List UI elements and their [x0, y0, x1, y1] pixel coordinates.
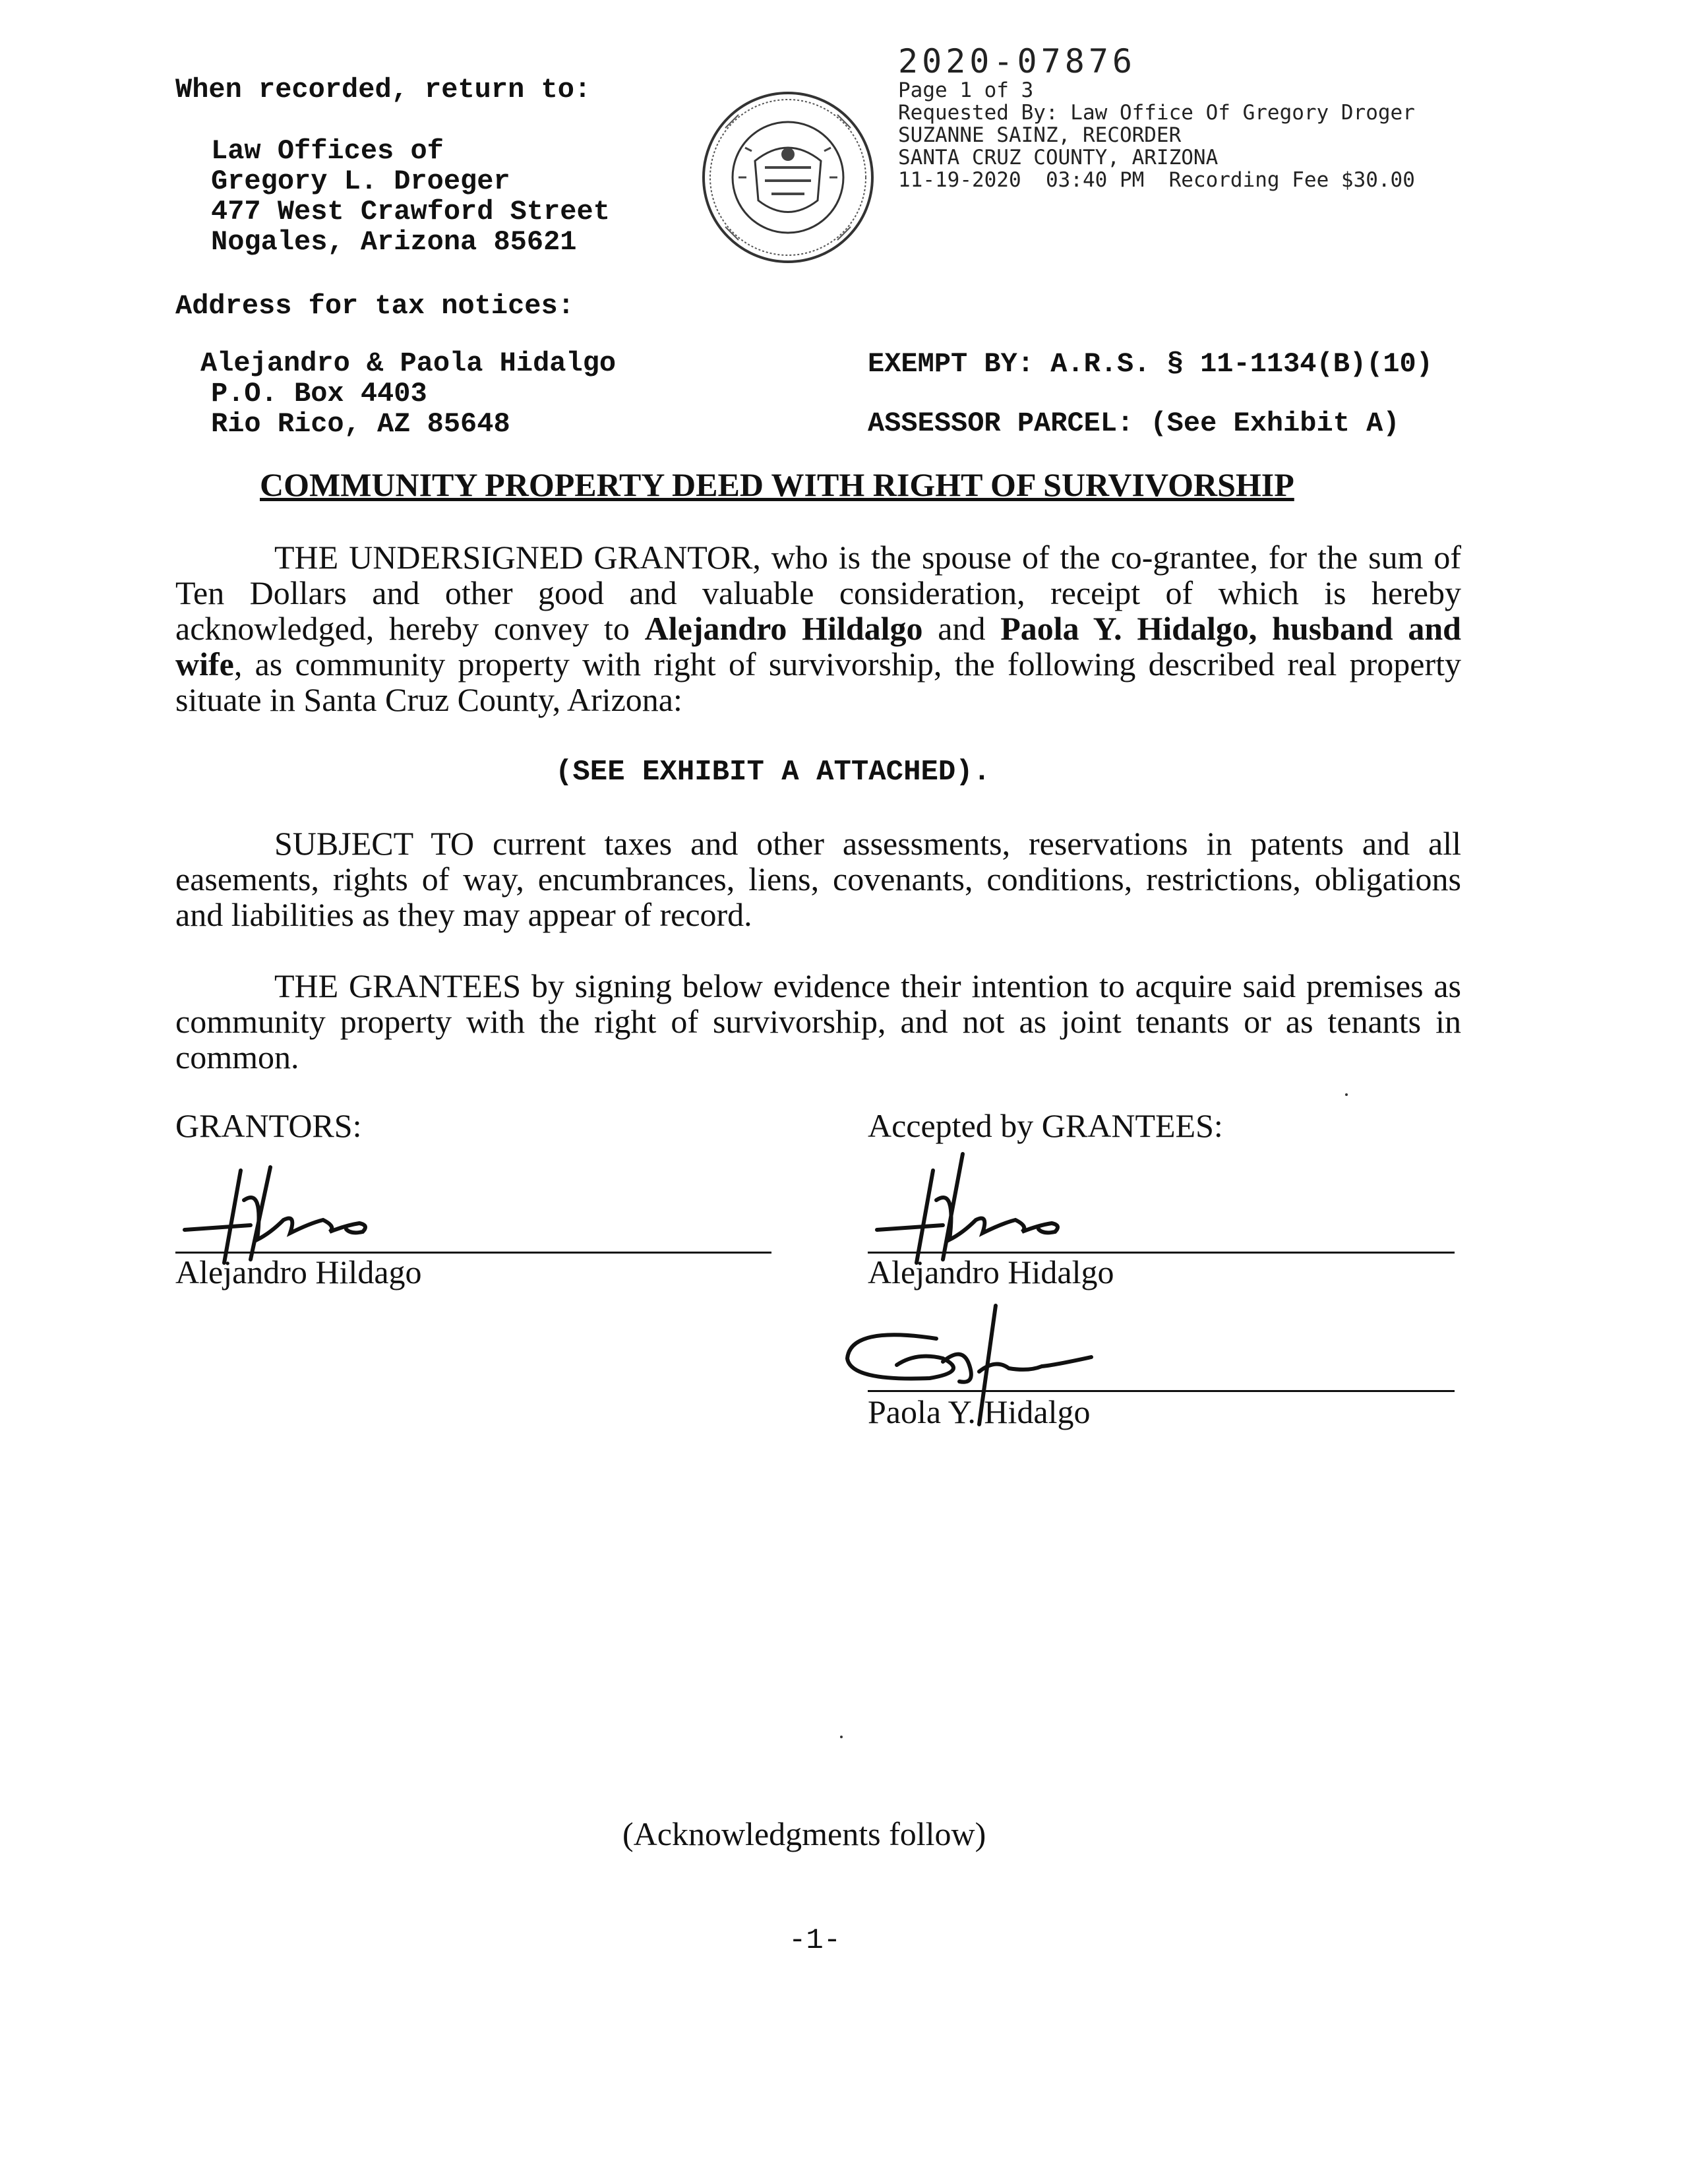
grantees-label: Accepted by GRANTEES:: [868, 1107, 1223, 1144]
grantor-name: Alejandro Hildago: [175, 1254, 422, 1290]
grantee-name: Alejandro Hildalgo: [644, 610, 923, 647]
address-line: Rio Rico, AZ 85648: [211, 408, 510, 440]
paragraph-text: THE UNDERSIGNED GRANTOR, who is the spouse of the co-grantee, for the sum of Ten Dollars and other good and valuable consideration, receipt of which is hereby acknowledged, hereby convey to: [175, 539, 1461, 647]
recording-stamp: [898, 44, 1415, 191]
grantees-intent-paragraph: [175, 968, 1461, 1075]
grantee2-name: Paola Y. Hidalgo: [868, 1393, 1091, 1430]
conveyance-paragraph: [175, 539, 1461, 717]
acknowledgments-note: (Acknowledgments follow): [622, 1815, 986, 1852]
stray-mark: [840, 1736, 843, 1738]
grantors-label: GRANTORS:: [175, 1107, 362, 1144]
paragraph-text: and: [922, 610, 1001, 647]
assessor-parcel: ASSESSOR PARCEL: (See Exhibit A): [868, 408, 1400, 439]
page-number: -1-: [789, 1924, 841, 1957]
stray-mark: [1345, 1093, 1348, 1096]
county-seal-stamp: [699, 88, 877, 266]
paragraph-text: THE GRANTEES by signing below evidence their intention to acquire said premises as community property with the right of survivorship, and not as joint tenants or as tenants in common.: [175, 967, 1461, 1076]
address-line: Gregory L. Droeger: [211, 166, 510, 197]
recording-requested-by: Requested By: Law Office Of Gregory Droger: [898, 101, 1415, 125]
tax-notices-address: [200, 348, 616, 439]
recording-date: 11-19-2020: [898, 168, 1021, 192]
exempt-statement: EXEMPT BY: A.R.S. § 11-1134(B)(10): [868, 348, 1433, 380]
paragraph-text: SUBJECT TO current taxes and other assessments, reservations in patents and all easements, rights of way, encumbrances, liens, covenants, conditions, restrictions, obligations and liabilities as they may appear of record.: [175, 825, 1461, 933]
exhibit-reference: (SEE EXHIBIT A ATTACHED).: [555, 756, 991, 789]
recording-datetime-row: [898, 169, 1415, 191]
recording-county: SANTA CRUZ COUNTY, ARIZONA: [898, 146, 1219, 169]
recording-number: 2020-07876: [898, 42, 1137, 80]
address-line: Nogales, Arizona 85621: [211, 226, 577, 258]
return-to-label: When recorded, return to:: [175, 74, 591, 106]
return-to-address: [211, 136, 610, 257]
recording-recorder: SUZANNE SAINZ, RECORDER: [898, 123, 1182, 147]
tax-notices-label: Address for tax notices:: [175, 290, 574, 322]
grantee1-name: Alejandro Hidalgo: [868, 1254, 1114, 1290]
address-line: P.O. Box 4403: [211, 378, 427, 410]
address-line: Alejandro & Paola Hidalgo: [200, 348, 617, 379]
recording-fee: Recording Fee $30.00: [1168, 168, 1415, 192]
address-line: 477 West Crawford Street: [211, 196, 610, 228]
deed-title: COMMUNITY PROPERTY DEED WITH RIGHT OF SURVIVORSHIP: [260, 466, 1294, 503]
address-line: Law Offices of: [211, 135, 444, 167]
subject-to-paragraph: [175, 826, 1461, 932]
recording-time: 03:40 PM: [1045, 168, 1145, 192]
grantee2-signature-line: [868, 1390, 1455, 1392]
grantee-name: Paola Y. Hidalgo, husband and wife: [175, 610, 1461, 682]
paragraph-text: , as community property with right of survivorship, the following described real property situate in Santa Cruz County, Arizona:: [175, 646, 1461, 718]
recording-page: Page 1 of 3: [898, 78, 1034, 102]
